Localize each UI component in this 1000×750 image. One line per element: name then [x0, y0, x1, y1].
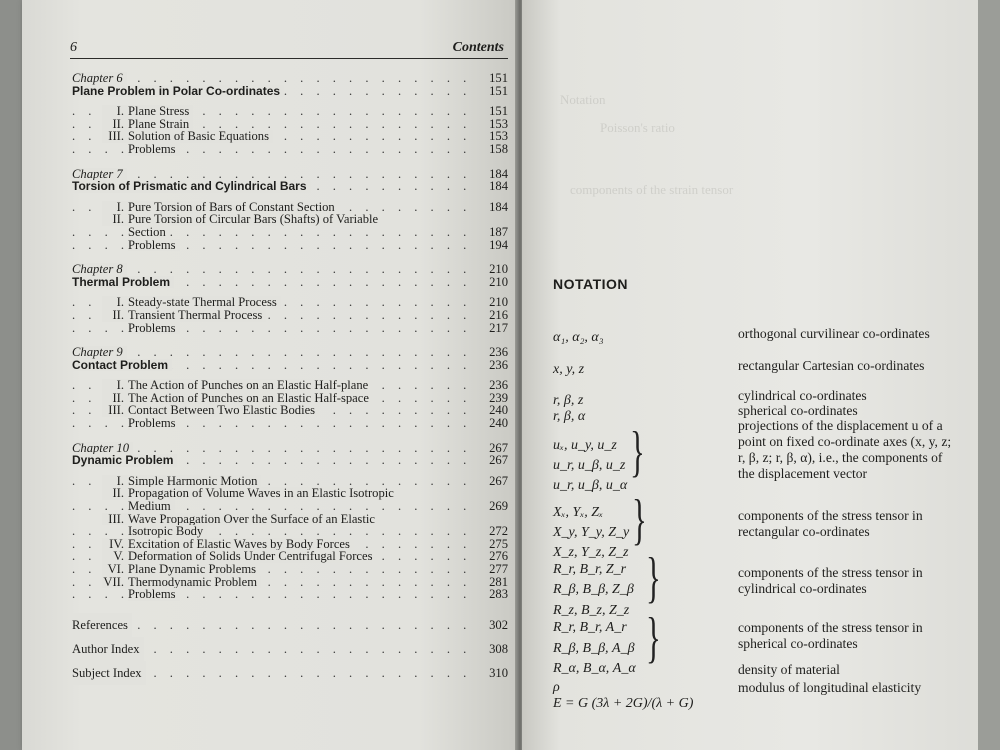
toc-entry — [72, 379, 508, 392]
entry-text: Contact Problem — [72, 358, 169, 372]
section-numeral: II. — [112, 391, 124, 405]
running-title: Contents — [452, 40, 504, 55]
show-through-text: components of the strain tensor — [570, 182, 734, 197]
page-ref: 240 — [489, 404, 508, 418]
header-rule — [70, 58, 508, 59]
page-ref: 184 — [489, 200, 508, 214]
page-ref: 236 — [489, 346, 508, 359]
notation-symbol: R_z, B_z, Z_z — [553, 603, 630, 618]
section-numeral: II. — [112, 213, 124, 226]
curly-brace: } — [632, 489, 647, 551]
page-ref: 194 — [489, 238, 508, 252]
chapter-title — [72, 454, 508, 467]
notation-symbol: X_z, Y_z, Z_z — [553, 545, 629, 560]
entry-text: Thermodynamic Problem — [128, 575, 258, 589]
entry-text: Plane Stress — [128, 105, 190, 118]
chapter-number — [72, 263, 508, 276]
notation-heading: NOTATION — [553, 276, 629, 292]
show-through-text: Poisson's ratio — [600, 120, 675, 135]
page-ref: 210 — [489, 263, 508, 276]
notation-symbol: R_β, B_β, A_β — [553, 641, 635, 656]
section-numeral: V. — [113, 550, 124, 563]
page-ref: 267 — [489, 441, 508, 455]
entry-text: Chapter 6 — [72, 72, 123, 85]
page-ref: 153 — [489, 117, 508, 131]
toc-entry — [72, 143, 508, 156]
page-ref: 269 — [489, 500, 508, 513]
notation-description: components of the stress tensor in cylindrical co-ordinates — [738, 565, 923, 596]
section-numeral: VII. — [103, 575, 124, 589]
spacer — [72, 156, 508, 168]
entry-text: Chapter 10 — [72, 441, 130, 455]
page-ref: 151 — [489, 105, 508, 118]
toc-entry — [72, 309, 508, 322]
toc-entry — [72, 417, 508, 430]
entry-text: Deformation of Solids Under Centrifugal Forces — [128, 550, 373, 563]
toc-entry — [72, 563, 508, 576]
page-number: 6 — [70, 40, 77, 55]
entry-text: Pure Torsion of Circular Bars (Shafts) of Variable — [128, 213, 379, 226]
entry-text: Plane Strain — [128, 117, 190, 131]
toc-entry — [72, 576, 508, 589]
section-numeral: III. — [108, 512, 124, 526]
notation-symbol: R_r, B_r, A_r — [553, 620, 627, 635]
page-ref: 236 — [489, 358, 508, 372]
notation-description: rectangular Cartesian co-ordinates — [738, 358, 925, 373]
entry-text: The Action of Punches on an Elastic Half-plane — [128, 379, 369, 392]
entry-text: Pure Torsion of Bars of Constant Section — [128, 200, 335, 214]
page-ref: 216 — [489, 308, 508, 322]
notation-description: projections of the displacement u of a point on fixed co-ordinate axes (x, y, z; r, β, z; r, β, α), i.e., the components of the displacement vector — [738, 418, 952, 481]
section-numeral: I. — [116, 474, 124, 488]
toc-entry — [72, 404, 508, 417]
page-ref: 210 — [489, 275, 508, 289]
spacer — [72, 97, 508, 105]
entry-text: Excitation of Elastic Waves by Body Forces — [128, 537, 350, 551]
page-ref: 281 — [489, 575, 508, 589]
page-ref: 151 — [489, 72, 508, 85]
entry-text: Transient Thermal Process — [128, 308, 263, 322]
show-through-text: Notation — [560, 92, 606, 107]
spacer — [72, 467, 508, 475]
table-of-contents — [72, 72, 508, 685]
notation-description: cylindrical co-ordinates — [738, 388, 867, 403]
toc-entry — [72, 226, 508, 239]
page-ref: 239 — [489, 391, 508, 405]
chapter-title — [72, 359, 508, 372]
notation-description: components of the stress tensor in rectangular co-ordinates — [738, 508, 923, 539]
page-ref: 310 — [489, 665, 508, 680]
section-numeral: I. — [116, 105, 124, 118]
toc-entry — [72, 239, 508, 252]
spacer — [72, 334, 508, 346]
notation-symbol: x, y, z — [553, 362, 585, 377]
toc-entry — [72, 213, 508, 226]
notation-description: modulus of longitudinal elasticity — [738, 680, 922, 695]
section-numeral: I. — [116, 200, 124, 214]
spacer — [72, 430, 508, 442]
entry-text: Problems — [128, 588, 176, 601]
notation-symbol: u_r, u_β, u_z — [553, 458, 626, 473]
page-ref: 267 — [489, 474, 508, 488]
entry-text: Problems — [128, 142, 176, 156]
chapter-title — [72, 276, 508, 289]
toc-entry — [72, 487, 508, 500]
toc-entry — [72, 538, 508, 551]
section-numeral: III. — [108, 130, 124, 143]
page-ref: 153 — [489, 130, 508, 143]
toc-entry — [72, 201, 508, 214]
back-matter-entry — [72, 613, 508, 637]
page-ref: 277 — [489, 563, 508, 576]
page-ref: 272 — [489, 525, 508, 538]
spacer — [72, 371, 508, 379]
entry-text: Chapter 9 — [72, 346, 123, 359]
entry-text: Section — [128, 225, 166, 239]
entry-text: References — [72, 617, 128, 632]
chapter-number — [72, 168, 508, 181]
entry-text: Problems — [128, 417, 176, 430]
entry-text: Propagation of Volume Waves in an Elastic Isotropic — [128, 487, 394, 501]
entry-text: Simple Harmonic Motion — [128, 474, 258, 488]
entry-text: Contact Between Two Elastic Bodies — [128, 404, 316, 418]
notation-symbol: Xₓ, Yₓ, Zₓ — [553, 505, 604, 520]
section-numeral: IV. — [109, 537, 124, 551]
entry-text: Medium — [128, 500, 171, 513]
entry-text: Wave Propagation Over the Surface of an Elastic — [128, 512, 375, 526]
page-ref: 217 — [489, 321, 508, 335]
entry-text: Solution of Basic Equations — [128, 130, 269, 143]
toc-entry — [72, 322, 508, 335]
toc-entry — [72, 130, 508, 143]
entry-text: Dynamic Problem — [72, 454, 174, 467]
notation-symbol: α₁, α₂, α₃ — [553, 330, 604, 345]
chapter-number — [72, 442, 508, 455]
page-ref: 184 — [489, 167, 508, 181]
entry-text: Torsion of Prismatic and Cylindrical Bars — [72, 180, 307, 193]
entry-text: Thermal Problem — [72, 275, 171, 289]
notation-symbol: R_r, B_r, Z_r — [553, 562, 627, 577]
toc-entry — [72, 500, 508, 513]
notation-symbol: R_β, B_β, Z_β — [553, 582, 634, 597]
entry-text: Chapter 7 — [72, 167, 123, 181]
section-numeral: II. — [112, 308, 124, 322]
section-numeral: I. — [116, 379, 124, 392]
entry-text: Isotropic Body — [128, 525, 204, 538]
back-matter-entry — [72, 661, 508, 685]
notation-description: components of the stress tensor in spherical co-ordinates — [738, 620, 923, 651]
entry-text: Subject Index — [72, 665, 142, 680]
entry-text: Chapter 8 — [72, 263, 123, 276]
notation-description: orthogonal curvilinear co-ordinates — [738, 326, 930, 341]
toc-entry — [72, 588, 508, 601]
page-ref: 275 — [489, 537, 508, 551]
toc-entry — [72, 392, 508, 405]
page-edge-shadow — [978, 0, 1000, 750]
page-ref: 187 — [489, 225, 508, 239]
section-numeral: III. — [108, 404, 124, 418]
dot-leader — [72, 263, 470, 276]
toc-entry — [72, 475, 508, 488]
curly-brace: } — [646, 547, 661, 609]
section-numeral: VI. — [107, 563, 124, 576]
notation-symbol: uₓ, u_y, u_z — [553, 438, 617, 453]
page-ref: 184 — [489, 180, 508, 193]
page-ref: 302 — [489, 617, 508, 632]
dot-leader — [72, 72, 470, 85]
chapter-title — [72, 180, 508, 193]
spacer — [72, 251, 508, 263]
page-ref: 210 — [489, 296, 508, 309]
page-ref: 308 — [489, 641, 508, 656]
page-ref: 151 — [489, 84, 508, 98]
notation-symbol: X_y, Y_y, Z_y — [553, 525, 630, 540]
notation-symbol: r, β, z — [553, 393, 584, 408]
notation-symbol: R_α, B_α, A_α — [553, 661, 636, 676]
page-ref: 236 — [489, 379, 508, 392]
notation-symbol: r, β, α — [553, 409, 586, 424]
toc-entry — [72, 118, 508, 131]
section-numeral: II. — [112, 117, 124, 131]
spacer — [72, 601, 508, 613]
entry-text: Plane Problem in Polar Co-ordinates — [72, 84, 281, 98]
toc-entry — [72, 513, 508, 526]
page-ref: 158 — [489, 142, 508, 156]
notation-description: spherical co-ordinates — [738, 403, 858, 418]
section-numeral: II. — [112, 487, 124, 501]
page-ref: 283 — [489, 588, 508, 601]
notation-symbol: E = G (3λ + 2G)/(λ + G) — [553, 696, 694, 711]
notation-description: density of material — [738, 662, 840, 677]
curly-brace: } — [646, 607, 661, 669]
dot-leader — [72, 168, 470, 181]
notation-symbol: ρ — [553, 680, 560, 695]
toc-entry — [72, 550, 508, 563]
toc-entry — [72, 105, 508, 118]
chapter-title — [72, 85, 508, 98]
spacer — [72, 288, 508, 296]
entry-text: The Action of Punches on an Elastic Half-space — [128, 391, 369, 405]
entry-text: Author Index — [72, 641, 140, 656]
entry-text: Plane Dynamic Problems — [128, 563, 257, 576]
spacer — [72, 193, 508, 201]
page-ref: 276 — [489, 550, 508, 563]
chapter-number — [72, 346, 508, 359]
page-ref: 267 — [489, 454, 508, 467]
chapter-number — [72, 72, 508, 85]
back-matter-entry — [72, 637, 508, 661]
section-numeral: I. — [116, 296, 124, 309]
entry-text: Steady-state Thermal Process — [128, 296, 277, 309]
entry-text: Problems — [128, 238, 176, 252]
notation-symbol: u_r, u_β, u_α — [553, 478, 628, 493]
toc-entry — [72, 296, 508, 309]
toc-entry — [72, 525, 508, 538]
curly-brace: } — [630, 421, 645, 483]
entry-text: Problems — [128, 321, 176, 335]
dot-leader — [72, 346, 470, 359]
page-ref: 240 — [489, 417, 508, 430]
